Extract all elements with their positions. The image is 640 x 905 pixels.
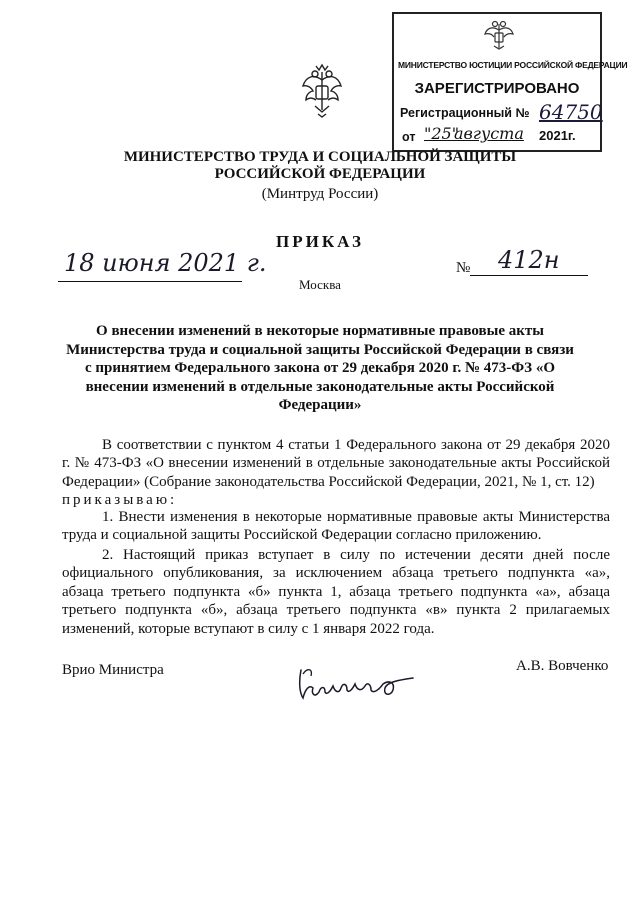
city: Москва — [299, 277, 341, 292]
coat-of-arms-icon — [300, 62, 344, 118]
order-number: 412н — [498, 246, 560, 274]
document-title: ПРИКАЗ — [276, 232, 364, 251]
stamp-ministry: МИНИСТЕРСТВО ЮСТИЦИИ РОССИЙСКОЙ ФЕДЕРАЦИИ — [398, 60, 628, 70]
stamp-status: ЗАРЕГИСТРИРОВАНО — [414, 80, 580, 97]
signatory-title: Врио Министра — [62, 662, 164, 678]
stamp-date-day: "25" — [424, 124, 460, 143]
stamp-date-from: от — [402, 130, 416, 144]
order-date: 18 июня 2021 г. — [64, 249, 267, 277]
eagle-emblem-icon — [482, 18, 516, 52]
number-underline — [470, 275, 588, 276]
registration-stamp — [392, 12, 628, 152]
order-subject: О внесении изменений в некоторые нормативные правовые акты Министерства труда и социальной защиты Российской Федерации в связи с принятием Федерального закона от 29 декабря 2020 г. № 473-ФЗ «О внесении изменений в отдельные законодательные акты Российской Федерации» — [66, 323, 574, 413]
order-number-label: № — [456, 260, 471, 276]
stamp-date-month: августа — [454, 124, 524, 143]
stamp-reg-label: Регистрационный № — [400, 106, 530, 120]
item-1: 1. Внести изменения в некоторые нормативные правовые акты Министерства труда и социальной защиты Российской Федерации согласно приложению. — [62, 509, 610, 544]
intro-paragraph: В соответствии с пунктом 4 статьи 1 Федерального закона от 29 декабря 2020 г. № 473-ФЗ «О внесении изменений в отдельные законодательные акты Российской Федерации» (Собрание законодательства Российской Федерации, 2021, № 1, ст. 12) — [62, 437, 610, 490]
handwritten-signature-icon — [295, 660, 420, 705]
stamp-reg-number: 64750 — [539, 100, 603, 124]
ministry-name-line2: РОССИЙСКОЙ ФЕДЕРАЦИИ — [214, 166, 426, 182]
stamp-date-year: 2021г. — [539, 128, 576, 143]
ministry-name-line1: МИНИСТЕРСТВО ТРУДА И СОЦИАЛЬНОЙ ЗАЩИТЫ — [123, 149, 517, 165]
ministry-short-name: (Минтруд России) — [261, 186, 379, 202]
signatory-name: А.В. Вовченко — [516, 658, 609, 674]
order-verb: приказываю: — [62, 492, 178, 508]
item-2: 2. Настоящий приказ вступает в силу по истечении десяти дней после официального опубликования, за исключением абзаца третьего подпункта «а», абзаца третьего подпункта «б» пункта 1, абзаца третьего подпункта «а», абзаца третьего подпункта «б», абзаца третьего подпункта «в» пункта 2 прилагаемых изменений, которые вступают в силу с 1 января 2022 года. — [62, 547, 610, 637]
